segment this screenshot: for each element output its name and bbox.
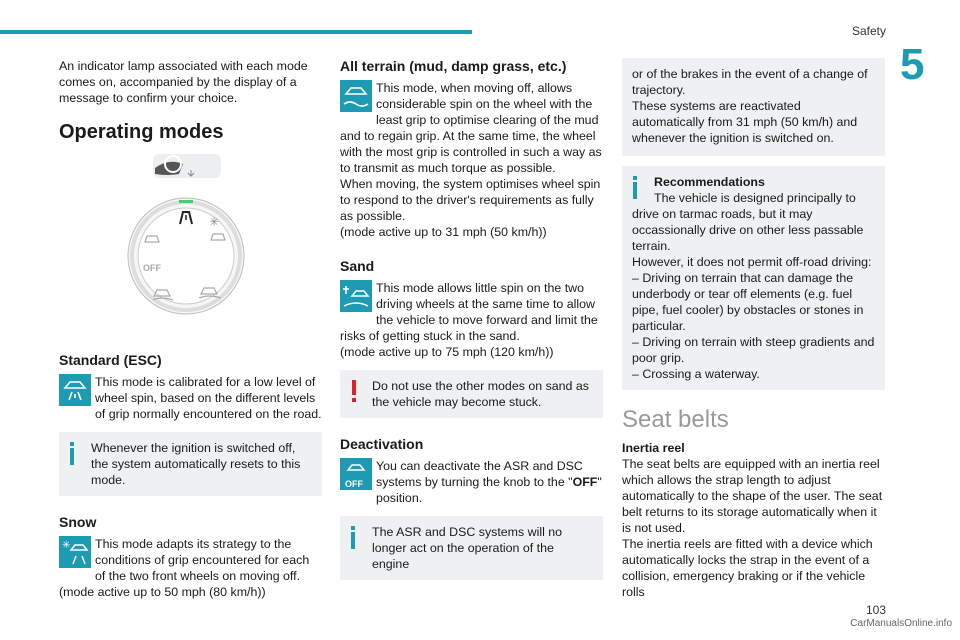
sand-note: (mode active up to 75 mph (120 km/h)) xyxy=(340,345,554,359)
recommendations-box xyxy=(622,166,885,390)
mode-selector-illustration xyxy=(59,154,322,334)
watermark-logo: CarManualsOnline.info xyxy=(850,618,952,629)
all-terrain-note: (mode active up to 31 mph (50 km/h)) xyxy=(340,225,547,239)
snow-text: This mode adapts its strategy to the conditions of grip encountered for each of the two front wheels on moving off. xyxy=(95,537,310,583)
subheading-inertia-reel: Inertia reel xyxy=(622,441,685,455)
intro-text: An indicator lamp associated with each mode comes on, accompanied by the display of a message to confirm your choice. xyxy=(59,59,308,105)
warning-box-sand xyxy=(340,370,603,418)
warning-sand-text: Do not use the other modes on sand as the vehicle may become stuck. xyxy=(372,379,589,409)
recommendations-line1: The vehicle is designed principally to drive on tarmac roads, but it may occassionally drive on other less passable terrain. xyxy=(632,191,864,253)
mud-mode-icon xyxy=(340,80,372,112)
recommendation-item: – Crossing a waterway. xyxy=(632,367,760,381)
svg-text:✳: ✳ xyxy=(62,540,71,551)
snow-note: (mode active up to 50 mph (80 km/h)) xyxy=(59,585,266,599)
info-reset-text: Whenever the ignition is switched off, the system automatically resets to this mode. xyxy=(91,441,301,487)
snow-mode-icon xyxy=(59,536,91,568)
continued-text: or of the brakes in the event of a change of trajectory. xyxy=(632,67,868,97)
continued-text2: These systems are reactivated automatically from 31 mph (50 km/h) and whenever the ignition is switched on. xyxy=(632,99,858,145)
sand-mode-icon xyxy=(340,280,372,312)
dial-off-label: OFF xyxy=(143,263,161,273)
section-name: Safety xyxy=(851,24,886,38)
column-2 xyxy=(340,58,603,590)
all-terrain-text2: When moving, the system optimises wheel spin to respond to the driver's requirements as fully as possible. xyxy=(340,177,601,223)
column-3 xyxy=(622,58,885,600)
all-terrain-text: This mode, when moving off, allows considerable spin on the wheel with the least grip to optimise clearing of the mud and to regain grip. At the same time, the wheel with the most grip is controlled in such a way as to transmit as much torque as possible. xyxy=(340,81,602,175)
recommendations-line2: However, it does not permit off-road driving: xyxy=(632,255,872,269)
continued-box xyxy=(622,58,885,156)
info-box-asr xyxy=(340,516,603,580)
standard-mode-icon xyxy=(59,374,91,406)
heading-sand: Sand xyxy=(340,258,375,274)
heading-operating-modes: Operating modes xyxy=(59,121,224,143)
deactivation-text: You can deactivate the ASR and DSC systems by turning the knob to the "OFF" position. xyxy=(376,459,602,505)
standard-text: This mode is calibrated for a low level of wheel spin, based on the different levels of grip normally encountered on the road. xyxy=(95,375,322,421)
header-accent-bar xyxy=(0,30,472,34)
recommendation-item: – Driving on terrain that can damage the underbody or tear off elements (e.g. fuel pipe, fuel cooler) by obstacles or stones in particular. xyxy=(632,271,864,333)
seat-belts-text2: The inertia reels are fitted with a device which automatically locks the strap in the event of a collision, emergency braking or if the vehicle rolls xyxy=(622,537,873,599)
esc-off-icon-label: OFF xyxy=(345,479,363,489)
sand-text: This mode allows little spin on the two driving wheels at the same time to allow the vehicle to move forward and limit the risks of getting stuck in the sand. xyxy=(340,281,598,343)
chapter-number: 5 xyxy=(900,40,925,89)
dial-bottom-icons xyxy=(59,154,322,334)
heading-snow: Snow xyxy=(59,514,97,530)
seat-belts-text1: The seat belts are equipped with an inertia reel which allows the strap length to adjust automatically to the shape of the user. The seat belt returns to its storage automatically when it is not used. xyxy=(622,457,883,535)
svg-text:✳: ✳ xyxy=(209,215,220,229)
esc-off-icon xyxy=(340,458,372,490)
info-box-reset xyxy=(59,432,322,496)
heading-standard: Standard (ESC) xyxy=(59,352,162,368)
heading-seat-belts: Seat belts xyxy=(622,406,729,433)
recommendations-title: Recommendations xyxy=(654,175,765,189)
page-number: 103 xyxy=(865,603,886,617)
heading-all-terrain: All terrain (mud, damp grass, etc.) xyxy=(340,58,567,74)
column-1 xyxy=(59,58,322,600)
recommendation-item: – Driving on terrain with steep gradients and poor grip. xyxy=(632,335,875,365)
info-asr-text: The ASR and DSC systems will no longer act on the operation of the engine xyxy=(372,525,563,571)
heading-deactivation: Deactivation xyxy=(340,436,424,452)
